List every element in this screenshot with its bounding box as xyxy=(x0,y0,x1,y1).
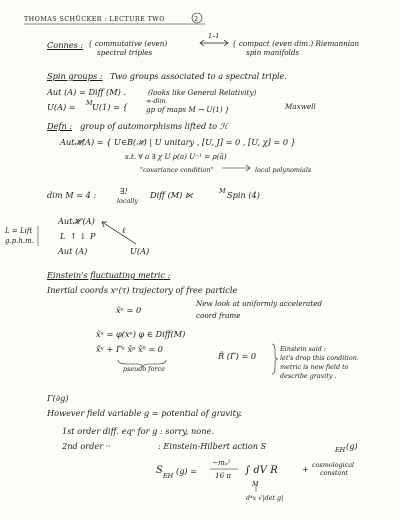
page-number-circle xyxy=(192,13,202,23)
eh-argument: (g) xyxy=(346,441,358,451)
lecture-header-title: THOMAS SCHÜCKER : LECTURE TWO xyxy=(24,15,165,23)
diagram-P: P xyxy=(90,231,96,241)
margin-lift: L = Lift xyxy=(5,227,33,235)
eh-subscript: EH xyxy=(335,446,346,454)
einstein-said-3: metric is new field to xyxy=(280,363,349,371)
maxwell-label: Maxwell xyxy=(285,102,316,111)
eq-geodesic: ẍ̃ᵘ + Γ̃ᵘ ẋ̃ᵖ ẋ̃ᵟ = 0 xyxy=(96,344,163,354)
constant-label: constant xyxy=(320,469,348,477)
note-coord-frame: coord frame xyxy=(196,311,241,320)
defn-covariance: "covariance condition" xyxy=(140,166,214,174)
connes-left-bottom: spectral triples xyxy=(97,48,153,57)
cosmological-label: cosmological xyxy=(312,461,355,469)
aut-diff-line: Aut (A) = Diff (M) . xyxy=(47,87,127,97)
connes-label: Connes : xyxy=(47,40,84,50)
defn-such-that: s.t. ∀ a ∃ χ U ρ(a) U⁻¹ = ρ(ã) xyxy=(125,152,227,161)
gamma-dg: Γ(∂g) xyxy=(47,393,69,403)
coef-denominator: 16 π xyxy=(215,471,232,480)
ua-line-bottom: gp of maps M → U(1) } xyxy=(146,105,230,114)
spin-groups-text: Two groups associated to a spectral triple. xyxy=(110,71,288,81)
connes-arrow-label: 1–1 xyxy=(208,32,220,40)
however-line: However field variable g = potential of gravity. xyxy=(47,408,243,418)
einstein-said-1: Einstein said : xyxy=(280,345,327,353)
aut-diff-note: (looks like General Relativity) xyxy=(148,88,257,97)
connes-left-top: { commutative (even) xyxy=(88,39,168,48)
dim-locally: locally xyxy=(117,197,138,205)
plus-sign: + xyxy=(302,464,309,474)
dim-exists-unique: ∃! xyxy=(120,186,128,196)
diagram-aut-h: Aut𝓗 (A) xyxy=(58,216,95,226)
einstein-label: Einstein's fluctuating metric : xyxy=(47,270,171,280)
diagram-L: L xyxy=(60,231,66,241)
action-lhs: S xyxy=(156,465,163,476)
defn-label: Defn : xyxy=(47,121,73,131)
coef-numerator: −mₚ² xyxy=(212,458,231,467)
diagram-ell-arrow xyxy=(102,222,136,244)
note-new-look: New look at uniformly accelerated xyxy=(196,299,323,308)
connes-right-top: { compact (even dim.) Riemannian xyxy=(232,39,360,48)
ua-line-top: ∞-dim xyxy=(146,97,166,105)
second-order-rhs: : Einstein-Hilbert action S xyxy=(158,441,267,451)
spin-groups-label: Spin groups : xyxy=(47,71,103,81)
einstein-said-4: describe gravity . xyxy=(280,372,337,380)
pseudoforce-brace xyxy=(118,360,166,368)
margin-gphm: g.p.h.m. xyxy=(5,237,35,245)
integral-expression: ∫ dV R xyxy=(245,465,278,476)
diagram-aut-a: Aut (A) xyxy=(58,246,88,256)
dim-spin-superscript: M xyxy=(219,187,226,195)
diagram-ua: U(A) xyxy=(130,246,150,256)
page-number: 2 xyxy=(194,15,199,23)
action-subscript: EH xyxy=(163,472,174,480)
ua-line-rest: U(1) = { xyxy=(92,102,128,112)
eq-free-particle: ẍᵘ = 0 xyxy=(116,305,142,315)
einstein-note-brace xyxy=(272,344,278,374)
volume-measure: d⁴x √|det g| xyxy=(246,494,284,502)
eq-curvature-zero: R̃ (Γ̃) = 0 xyxy=(218,351,257,361)
second-order-label: 2nd order ·· xyxy=(62,441,111,451)
connes-right-bottom: spin manifolds xyxy=(246,48,300,57)
dim-rhs: Diff (M) ⋉ xyxy=(150,190,194,200)
defn-local-polynomials: local polynomials xyxy=(255,166,312,174)
diagram-ell: ℓ xyxy=(122,225,126,235)
eq-coordinate-change: x̃ᵘ = φ(xᵘ) φ ∈ Diff(M) xyxy=(96,329,186,339)
pseudoforce-label: pseudo force xyxy=(123,365,165,373)
einstein-said-2: let's drop this condition. xyxy=(280,354,359,362)
inertial-coords: Inertial coords xᵘ(τ) trajectory of free particle xyxy=(47,285,238,295)
defn-formula: Aut𝓗(A) = { U∈B(ℋ) | U unitary , [U, J] = 0 , [U, χ] = 0 } xyxy=(60,137,296,147)
defn-text: group of automorphisms lifted to ℋ xyxy=(80,121,228,131)
integral-subscript: M xyxy=(252,480,259,488)
ua-line-mid: M xyxy=(86,99,93,107)
action-arg: (g) = xyxy=(176,466,198,476)
dim-spin4: Spin (4) xyxy=(227,190,260,200)
ua-line-lhs: U(A) = xyxy=(47,102,76,112)
first-order-line: 1st order diff. eqⁿ for g : sorry, none. xyxy=(62,426,214,436)
diagram-up-down-arrows: ↑ ↓ xyxy=(70,231,87,241)
dim-lhs: dim M = 4 : xyxy=(47,190,97,200)
